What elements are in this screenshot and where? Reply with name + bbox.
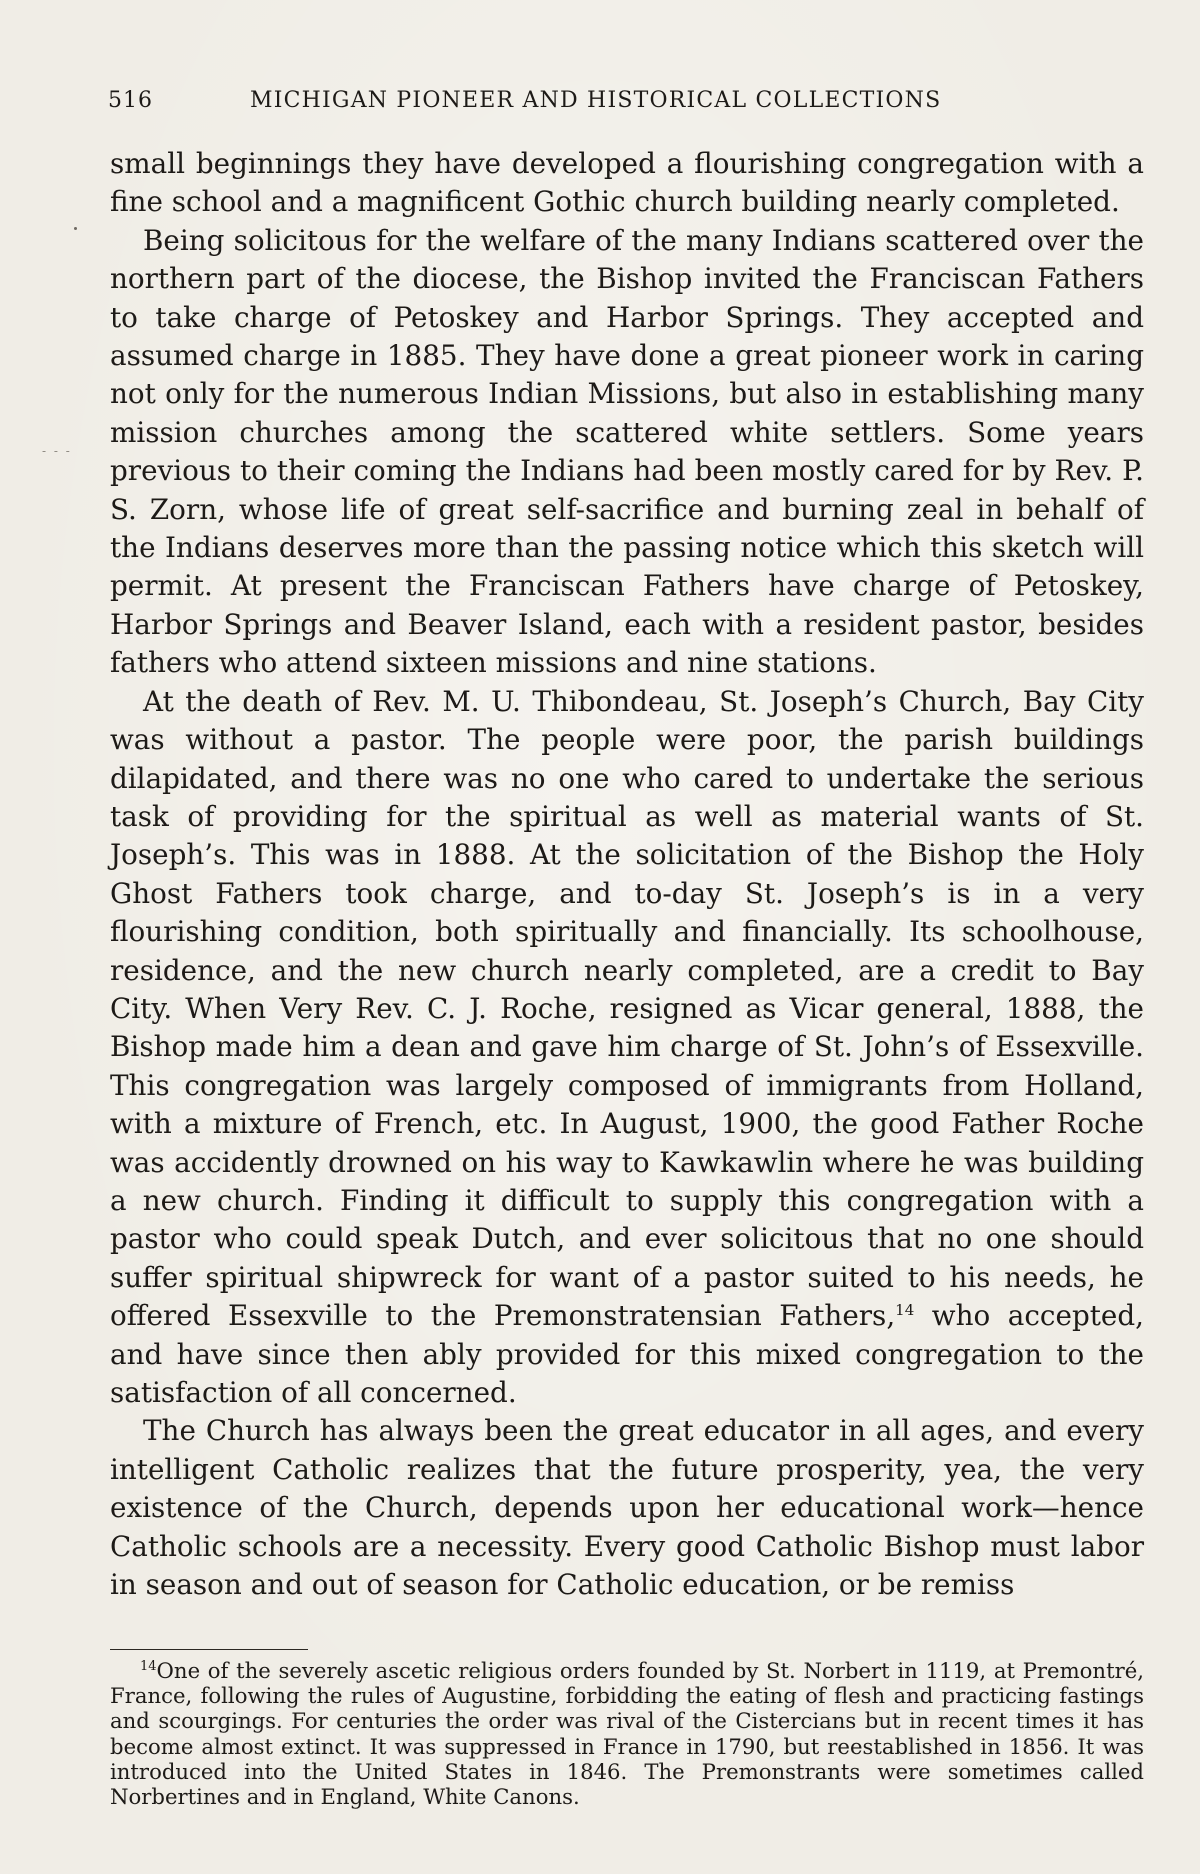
page-number: 516 [108,88,153,113]
margin-mark: - - - [42,444,72,458]
body-text [110,145,1144,1604]
running-head: MICHIGAN PIONEER AND HISTORICAL COLLECTIONS [250,88,942,113]
footnote-number: 14 [140,1659,157,1674]
page-header [108,88,1148,120]
paragraph-text-after-ref: who accepted, and have since then ably provided for this mixed congregation to the satisfaction of all concerned. [110,1299,1144,1409]
paragraph-text-before-ref: At the death of Rev. M. U. Thibondeau, St. Joseph’s Church, Bay City was without a pastor. The people were poor, the parish buildings dilapidated, and there was no one who cared to undertake the serious task of providing for the spiritual as well as material wants of St. Joseph’s. This was in 1888. At the solicitation of the Bishop the Holy Ghost Fathers took charge, and to-day St. Joseph’s is in a very flourishing condition, both spiritually and financially. Its schoolhouse, residence, and the new church nearly completed, are a credit to Bay City. When Very Rev. C. J. Roche, resigned as Vicar general, 1888, the Bishop made him a dean and gave him charge of St. John’s of Essexville. This congregation was largely composed of immigrants from Holland, with a mixture of French, etc. In August, 1900, the good Father Roche was accidently drowned on his way to Kawkawlin where he was building a new church. Finding it difficult to supply this congregation with a pastor who could speak Dutch, and ever solicitous that no one should suffer spiritual shipwreck for want of a pastor suited to his needs, he offered Essexville to the Premonstratensian Fathers, [110,684,1144,1333]
paragraph-st-josephs [110,683,1144,1413]
footnote [110,1658,1144,1809]
paragraph-catholic-education: The Church has always been the great educator in all ages, and every intelligent Catholic realizes that the future prosperity, yea, the very existence of the Church, depends upon her educational work—hence Catholic schools are a necessity. Every good Catholic Bishop must labor in season and out of season for Catholic education, or be remiss [110,1414,1144,1602]
footnote-reference: 14 [895,1301,915,1320]
margin-dot [74,227,77,230]
footnote-rule [110,1649,308,1650]
paragraph-continued: small beginnings they have developed a flourishing congregation with a fine school and a magnificent Gothic church building nearly completed. [110,147,1144,219]
footnote-text: One of the severely ascetic religious orders founded by St. Norbert in 1119, at Premontré, France, following the rules of Augustine, forbidding the eating of flesh and practicing fastings and scourgings. For centuries the order was rival of the Cistercians but in recent times it has become almost extinct. It was suppressed in France in 1790, but reestablished in 1856. It was introduced into the United States in 1846. The Premonstrants were sometimes called Norbertines and in England, White Canons. [110,1658,1144,1810]
paragraph-franciscan-fathers: Being solicitous for the welfare of the many Indians scattered over the northern part of the diocese, the Bishop invited the Franciscan Fathers to take charge of Petoskey and Harbor Springs. They accepted and assumed charge in 1885. They have done a great pioneer work in caring not only for the numerous Indian Missions, but also in establishing many mission churches among the scattered white settlers. Some years previous to their coming the Indians had been mostly cared for by Rev. P. S. Zorn, whose life of great self-sacrifice and burning zeal in behalf of the Indians deserves more than the passing notice which this sketch will permit. At present the Franciscan Fathers have charge of Petoskey, Harbor Springs and Beaver Island, each with a resident pastor, besides fathers who attend sixteen missions and nine stations. [110,223,1144,680]
